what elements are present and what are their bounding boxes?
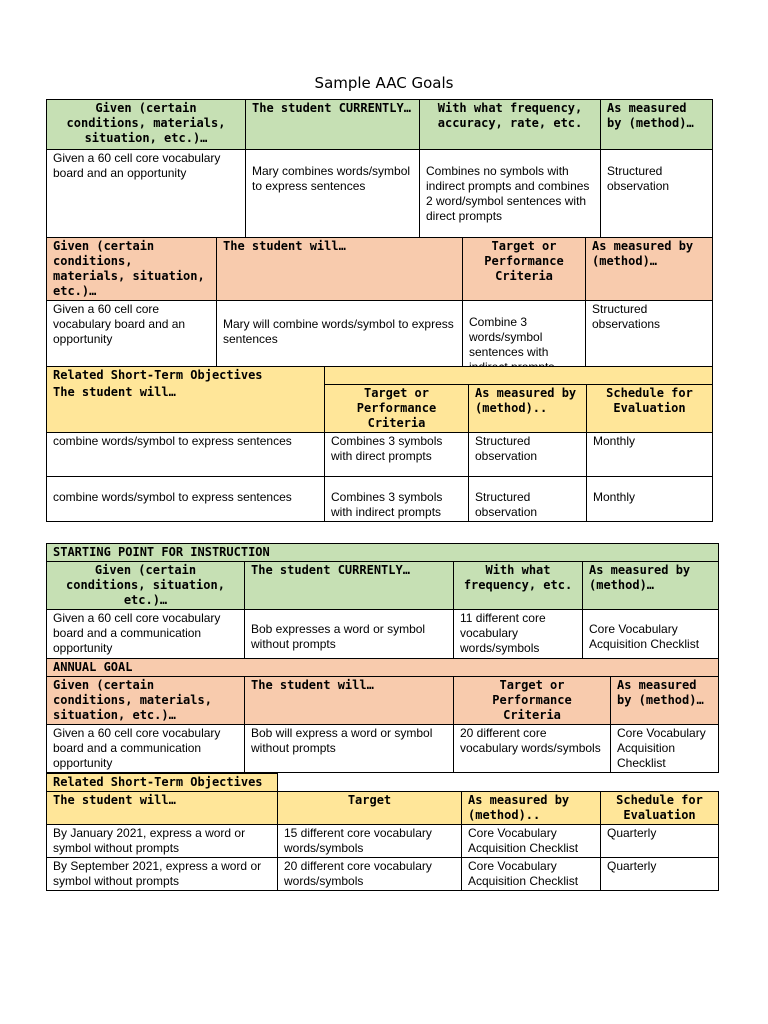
table-row xyxy=(47,476,713,521)
header-student-will: The student will… xyxy=(47,792,278,825)
cell-given: Given a 60 cell core vocabulary board and a communication opportunity xyxy=(47,610,245,676)
header-currently: The student CURRENTLY… xyxy=(245,562,454,610)
current-level-table xyxy=(46,99,713,238)
cell-student-will: Mary will combine words/symbol to express sentences xyxy=(217,301,463,381)
cell-given: Given a 60 cell core vocabulary board and a communication opportunity xyxy=(47,725,245,773)
header-target: Target xyxy=(278,792,462,825)
header-given: Given (certain conditions, materials, situation, etc.)… xyxy=(47,100,246,150)
cell-student-will: Bob will express a word or symbol without prompts xyxy=(245,725,454,773)
header-currently: The student CURRENTLY… xyxy=(246,100,420,150)
cell-currently: Mary combines words/symbol to express sentences xyxy=(246,150,420,238)
header-target: Target or Performance Criteria xyxy=(463,238,586,301)
header-frequency: With what frequency, etc. xyxy=(454,562,583,610)
header-given: Given (certain conditions, situation, etc.)… xyxy=(47,562,245,610)
cell-objective: combine words/symbol to express sentences xyxy=(47,476,325,521)
cell-frequency: 11 different core vocabulary words/symbols xyxy=(454,610,583,676)
header-measured-by: As measured by (method)… xyxy=(583,562,719,610)
annual-goal-label: ANNUAL GOAL xyxy=(47,659,719,677)
cell-measured-by: Core Vocabulary Acquisition Checklist xyxy=(462,858,601,891)
objectives-label-gap xyxy=(278,774,719,792)
objectives-label: Related Short-Term Objectives xyxy=(47,367,325,385)
header-target: Target or Performance Criteria xyxy=(325,384,469,432)
header-schedule: Schedule for Evaluation xyxy=(587,384,713,432)
cell-objective: By January 2021, express a word or symbol without prompts xyxy=(47,825,278,858)
cell-currently: Bob expresses a word or symbol without prompts xyxy=(245,610,454,676)
cell-target: 20 different core vocabulary words/symbols xyxy=(278,858,462,891)
table-row xyxy=(47,858,719,891)
annual-goal-table-2 xyxy=(46,658,719,773)
cell-schedule: Monthly xyxy=(587,432,713,476)
cell-given: Given a 60 cell core vocabulary board and an opportunity xyxy=(47,301,217,381)
header-target: Target or Performance Criteria xyxy=(454,677,611,725)
cell-frequency: Combines no symbols with indirect prompts and combines 2 word/symbol sentences with direct prompts xyxy=(420,150,601,238)
header-given: Given (certain conditions, materials, situation, etc.)… xyxy=(47,677,245,725)
cell-measured-by: Structured observation xyxy=(469,476,587,521)
header-measured-by: As measured by (method).. xyxy=(462,792,601,825)
table-row xyxy=(47,825,719,858)
cell-objective: combine words/symbol to express sentences xyxy=(47,432,325,476)
annual-goal-table xyxy=(46,237,713,381)
cell-schedule: Quarterly xyxy=(601,858,719,891)
cell-measured-by: Core Vocabulary Acquisition Checklist xyxy=(611,725,719,773)
cell-measured-by: Structured observation xyxy=(469,432,587,476)
header-frequency: With what frequency, accuracy, rate, etc. xyxy=(420,100,601,150)
cell-target: Combines 3 symbols with direct prompts xyxy=(325,432,469,476)
table-row xyxy=(47,432,713,476)
cell-target: 20 different core vocabulary words/symbols xyxy=(454,725,611,773)
objectives-table xyxy=(46,366,713,522)
header-measured-by: As measured by (method)… xyxy=(611,677,719,725)
objectives-label: Related Short-Term Objectives xyxy=(47,774,278,792)
cell-schedule: Quarterly xyxy=(601,825,719,858)
cell-measured-by: Core Vocabulary Acquisition Checklist xyxy=(583,610,719,676)
starting-point-table xyxy=(46,543,719,676)
cell-objective: By September 2021, express a word or symbol without prompts xyxy=(47,858,278,891)
header-given: Given (certain conditions, materials, situation, etc.)… xyxy=(47,238,217,301)
cell-schedule: Monthly xyxy=(587,476,713,521)
cell-measured-by: Structured observation xyxy=(601,150,713,238)
header-measured-by: As measured by (method)… xyxy=(601,100,713,150)
cell-target: Combine 3 words/symbol sentences with xyxy=(463,301,586,381)
header-student-will: The student will… xyxy=(217,238,463,301)
header-schedule: Schedule for Evaluation xyxy=(601,792,719,825)
cell-target: Combines 3 symbols with indirect prompts xyxy=(325,476,469,521)
page-title: Sample AAC Goals xyxy=(314,74,454,92)
cell-measured-by: Core Vocabulary Acquisition Checklist xyxy=(462,825,601,858)
objectives-table-2 xyxy=(46,773,719,891)
objectives-label-fill xyxy=(325,367,713,385)
header-measured-by: As measured by (method)… xyxy=(586,238,713,301)
cell-given: Given a 60 cell core vocabulary board and an opportunity xyxy=(47,150,246,238)
starting-point-label: STARTING POINT FOR INSTRUCTION xyxy=(47,544,719,562)
cell-measured-by: Structured observations xyxy=(586,301,713,381)
header-measured-by: As measured by (method).. xyxy=(469,384,587,432)
header-student-will: The student will… xyxy=(47,384,325,432)
header-student-will: The student will… xyxy=(245,677,454,725)
cell-target: 15 different core vocabulary words/symbols xyxy=(278,825,462,858)
